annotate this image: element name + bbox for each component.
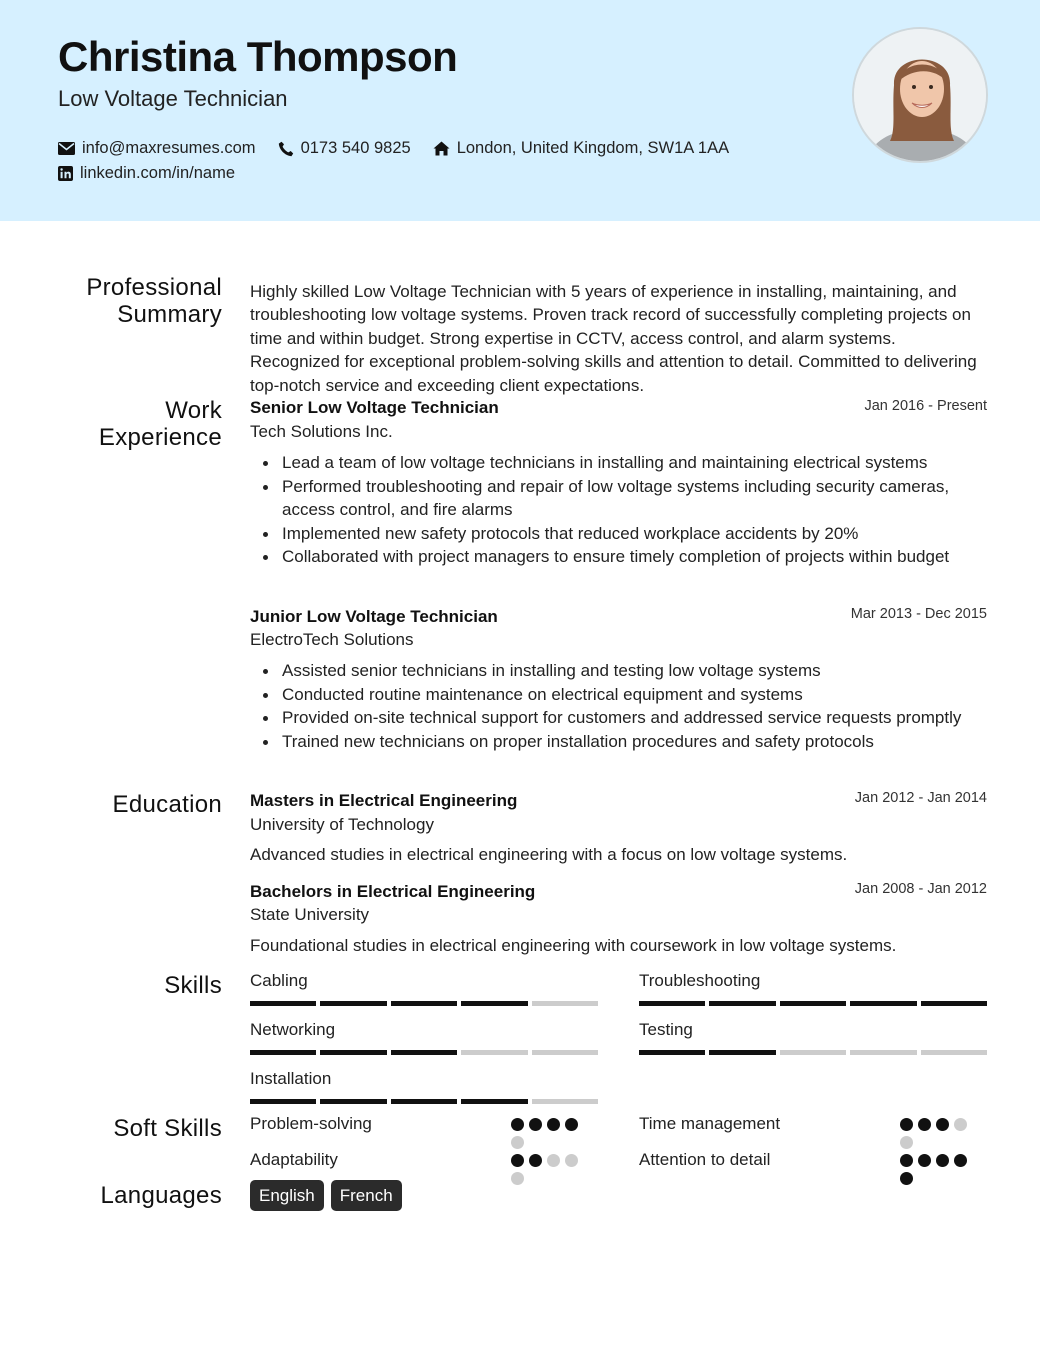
skill-level-segment [461, 1099, 527, 1104]
skill-level-segment [850, 1001, 916, 1006]
language-badge: English [250, 1180, 324, 1211]
soft-skill-dots [511, 1154, 591, 1185]
candidate-name: Christina Thompson [58, 33, 458, 80]
education-description: Advanced studies in electrical engineering with a focus on low voltage systems. [250, 845, 848, 864]
summary-text: Highly skilled Low Voltage Technician with 5 years of experience in installing, maintaining, and troubleshooting low voltage systems. Proven track record of successfully completing projects on time and within budget. Strong expertise in CCTV, access control, and alarm systems. Recognized for exceptional problem-solving skills and attention to detail. Committed to delivering top-notch service and exceeding client expectations. [250, 282, 977, 395]
contact-row-1 [58, 139, 751, 158]
section-label-education: Education [112, 791, 222, 818]
skill-name: Cabling [250, 971, 308, 990]
contact-linkedin[interactable] [58, 164, 235, 183]
job-bullet: Lead a team of low voltage technicians in installing and maintaining electrical systems [282, 451, 992, 475]
skill-level-bar [639, 1001, 987, 1006]
degree-title: Bachelors in Electrical Engineering [250, 882, 536, 901]
section-label-summary [22, 274, 222, 328]
contact-row-2 [58, 164, 257, 183]
job-date: Jan 2016 - Present [864, 398, 987, 414]
soft-skill-level-dot [565, 1154, 578, 1167]
email-text: info@maxresumes.com [82, 139, 256, 157]
job-bullets [282, 659, 992, 753]
job-bullet: Provided on-site technical support for customers and addressed service requests promptly [282, 706, 992, 730]
job-company: ElectroTech Solutions [250, 630, 414, 649]
soft-skill-level-dot [529, 1154, 542, 1167]
skill-level-segment [709, 1050, 775, 1055]
job-title: Junior Low Voltage Technician [250, 607, 498, 626]
soft-skill-level-dot [565, 1118, 578, 1131]
job-date: Mar 2013 - Dec 2015 [850, 606, 987, 622]
soft-skill-level-dot [511, 1118, 524, 1131]
skill-level-segment [532, 1001, 598, 1006]
job-bullet: Performed troubleshooting and repair of low voltage systems including security cameras, access control, and fire alarms [282, 475, 992, 522]
soft-skill-level-dot [936, 1154, 949, 1167]
job-bullet: Implemented new safety protocols that reduced workplace accidents by 20% [282, 522, 992, 546]
soft-skill-name: Time management [639, 1114, 781, 1133]
soft-skill-level-dot [936, 1118, 949, 1131]
language-list [250, 1180, 402, 1211]
soft-skill-level-dot [900, 1118, 913, 1131]
skill-level-segment [250, 1050, 316, 1055]
contact-address [433, 139, 729, 158]
soft-skill-level-dot [900, 1172, 913, 1185]
section-label-line: Experience [98, 424, 222, 451]
soft-skill-level-dot [954, 1154, 967, 1167]
skill-level-segment [250, 1099, 316, 1104]
skill-level-segment [532, 1050, 598, 1055]
section-label-line: Professional [86, 274, 222, 301]
skill-name: Installation [250, 1069, 332, 1088]
skill-level-segment [850, 1050, 916, 1055]
soft-skill-name: Attention to detail [639, 1150, 771, 1169]
section-label-languages: Languages [100, 1182, 222, 1209]
phone-icon [278, 141, 294, 157]
skill-level-segment [532, 1099, 598, 1104]
resume-header [0, 0, 1040, 221]
section-label-line: Summary [117, 301, 222, 328]
skill-level-bar [639, 1050, 987, 1055]
education-date: Jan 2008 - Jan 2012 [854, 881, 987, 897]
skill-name: Testing [639, 1020, 693, 1039]
skill-item [250, 971, 598, 1006]
job-bullet: Assisted senior technicians in installing and testing low voltage systems [282, 659, 992, 683]
soft-skill-level-dot [900, 1136, 913, 1149]
job-bullet: Collaborated with project managers to ensure timely completion of projects within budget [282, 545, 992, 569]
skill-level-segment [780, 1050, 846, 1055]
soft-skill-level-dot [918, 1154, 931, 1167]
soft-skill-dots [900, 1154, 980, 1185]
soft-skill-level-dot [954, 1118, 967, 1131]
soft-skill-dots [511, 1118, 591, 1149]
skill-name: Networking [250, 1020, 336, 1039]
skill-level-segment [639, 1001, 705, 1006]
phone-text: 0173 540 9825 [300, 139, 411, 157]
school-name: University of Technology [250, 815, 434, 834]
skill-level-segment [391, 1001, 457, 1006]
address-text: London, United Kingdom, SW1A 1AA [456, 139, 730, 157]
job-title: Senior Low Voltage Technician [250, 398, 499, 417]
job-bullet: Conducted routine maintenance on electrical equipment and systems [282, 683, 992, 707]
section-label-soft-skills: Soft Skills [113, 1115, 222, 1142]
soft-skill-level-dot [547, 1118, 560, 1131]
skill-level-segment [639, 1050, 705, 1055]
skill-item [250, 1020, 598, 1055]
soft-skill-level-dot [511, 1154, 524, 1167]
linkedin-icon [58, 166, 73, 181]
degree-title: Masters in Electrical Engineering [250, 791, 518, 810]
profile-photo [852, 27, 988, 163]
school-name: State University [250, 905, 370, 924]
home-icon [433, 141, 450, 156]
soft-skill-level-dot [529, 1118, 542, 1131]
skill-level-bar [250, 1099, 598, 1104]
skill-level-segment [391, 1050, 457, 1055]
soft-skill-level-dot [511, 1136, 524, 1149]
skill-level-segment [391, 1099, 457, 1104]
language-badge: French [331, 1180, 402, 1211]
candidate-title: Low Voltage Technician [58, 86, 288, 111]
contact-email[interactable] [58, 139, 256, 158]
soft-skill-level-dot [918, 1118, 931, 1131]
soft-skill-level-dot [547, 1154, 560, 1167]
section-label-work-experience [22, 397, 222, 451]
skill-level-bar [250, 1050, 598, 1055]
skill-level-segment [461, 1001, 527, 1006]
soft-skill-dots [900, 1118, 980, 1149]
skill-level-segment [320, 1050, 386, 1055]
skill-level-segment [921, 1050, 987, 1055]
job-bullets [282, 451, 992, 569]
section-label-skills: Skills [164, 972, 222, 999]
skill-item [639, 971, 987, 1006]
job-company: Tech Solutions Inc. [250, 422, 393, 441]
skill-item [250, 1069, 598, 1104]
skill-level-segment [320, 1099, 386, 1104]
skill-level-bar [250, 1001, 598, 1006]
soft-skill-level-dot [900, 1154, 913, 1167]
skill-level-segment [709, 1001, 775, 1006]
envelope-icon [58, 142, 75, 155]
section-label-line: Work [165, 397, 222, 424]
soft-skill-level-dot [511, 1172, 524, 1185]
skill-level-segment [780, 1001, 846, 1006]
skill-level-segment [320, 1001, 386, 1006]
skill-level-segment [921, 1001, 987, 1006]
contact-phone[interactable] [278, 139, 411, 158]
linkedin-text: linkedin.com/in/name [80, 164, 235, 182]
skill-level-segment [461, 1050, 527, 1055]
job-bullet: Trained new technicians on proper installation procedures and safety protocols [282, 730, 992, 754]
education-date: Jan 2012 - Jan 2014 [854, 790, 987, 806]
skill-item [639, 1020, 987, 1055]
education-description: Foundational studies in electrical engineering with coursework in low voltage systems. [250, 936, 897, 955]
skill-level-segment [250, 1001, 316, 1006]
soft-skill-name: Adaptability [250, 1150, 338, 1169]
skill-name: Troubleshooting [639, 971, 761, 990]
soft-skill-name: Problem-solving [250, 1114, 372, 1133]
